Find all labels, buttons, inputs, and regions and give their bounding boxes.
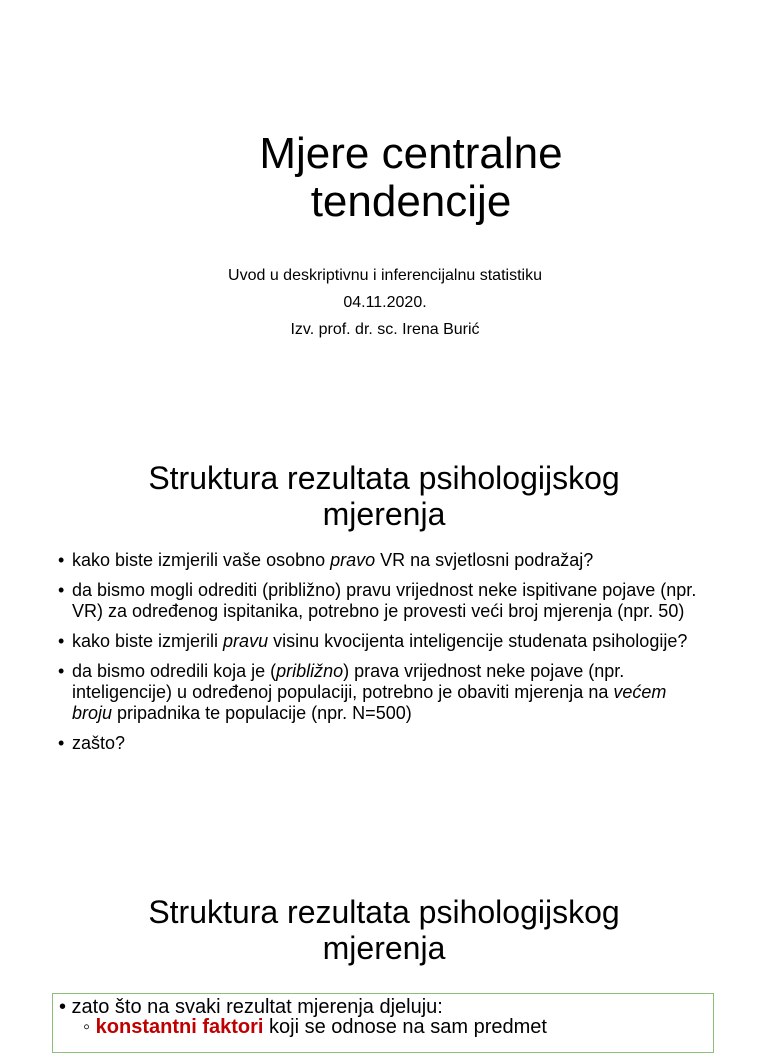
slide-title-line-2: mjerenja	[322, 930, 446, 966]
slide-title	[0, 894, 768, 966]
author-name: Irena Burić	[402, 321, 480, 338]
course-name: Uvod u deskriptivnu i inferencijalnu statistiku	[228, 267, 542, 284]
subtitle-block	[0, 262, 768, 343]
slide-title-line-2: mjerenja	[322, 496, 446, 532]
bullet-item: • kako biste izmjerili pravu visinu kvocijenta inteligencije studenata psihologije?	[58, 631, 708, 652]
presentation-title	[0, 130, 768, 226]
lecture-date: 04.11.2020.	[343, 294, 427, 311]
slide-title-line-1: Struktura rezultata psihologijskog	[148, 460, 620, 496]
sub-bullet-icon: ◦	[83, 1016, 96, 1038]
highlighted-term: konstantni faktori	[95, 1016, 264, 1038]
bullet-item: • zašto?	[58, 733, 708, 754]
title-line-1: Mjere centralne	[259, 129, 563, 178]
content-slide-partial	[0, 870, 768, 1038]
bullet-list	[58, 550, 708, 763]
author	[2, 316, 768, 343]
title-line-2: tendencije	[310, 177, 512, 226]
bullet-item: • da bismo odredili koja je (približno) prava vrijednost neke pojave (npr. inteligencije) u određenoj populaciji, potrebno je obaviti mjerenja na većem broju pripadnika te populacije (npr. N=500)	[58, 661, 708, 724]
bullet-item: • da bismo mogli odrediti (približno) pravu vrijednost neke ispitivane pojave (npr. VR) za određenog ispitanika, potrebno je provesti veći broj mjerenja (npr. 50)	[58, 580, 708, 622]
author-title: Izv. prof. dr. sc.	[290, 321, 403, 338]
slide-title	[0, 460, 768, 532]
box-text-line-2: ◦ konstantni faktori koji se odnose na sam predmet	[83, 1016, 547, 1038]
text-box	[52, 993, 714, 1053]
box-text-line-1: • zato što na svaki rezultat mjerenja djeluju:	[59, 996, 443, 1018]
bullet-item: • kako biste izmjerili vaše osobno pravo VR na svjetlosni podražaj?	[58, 550, 708, 571]
content-slide	[0, 440, 768, 860]
slide-title-line-1: Struktura rezultata psihologijskog	[148, 894, 620, 930]
title-slide	[0, 0, 768, 420]
